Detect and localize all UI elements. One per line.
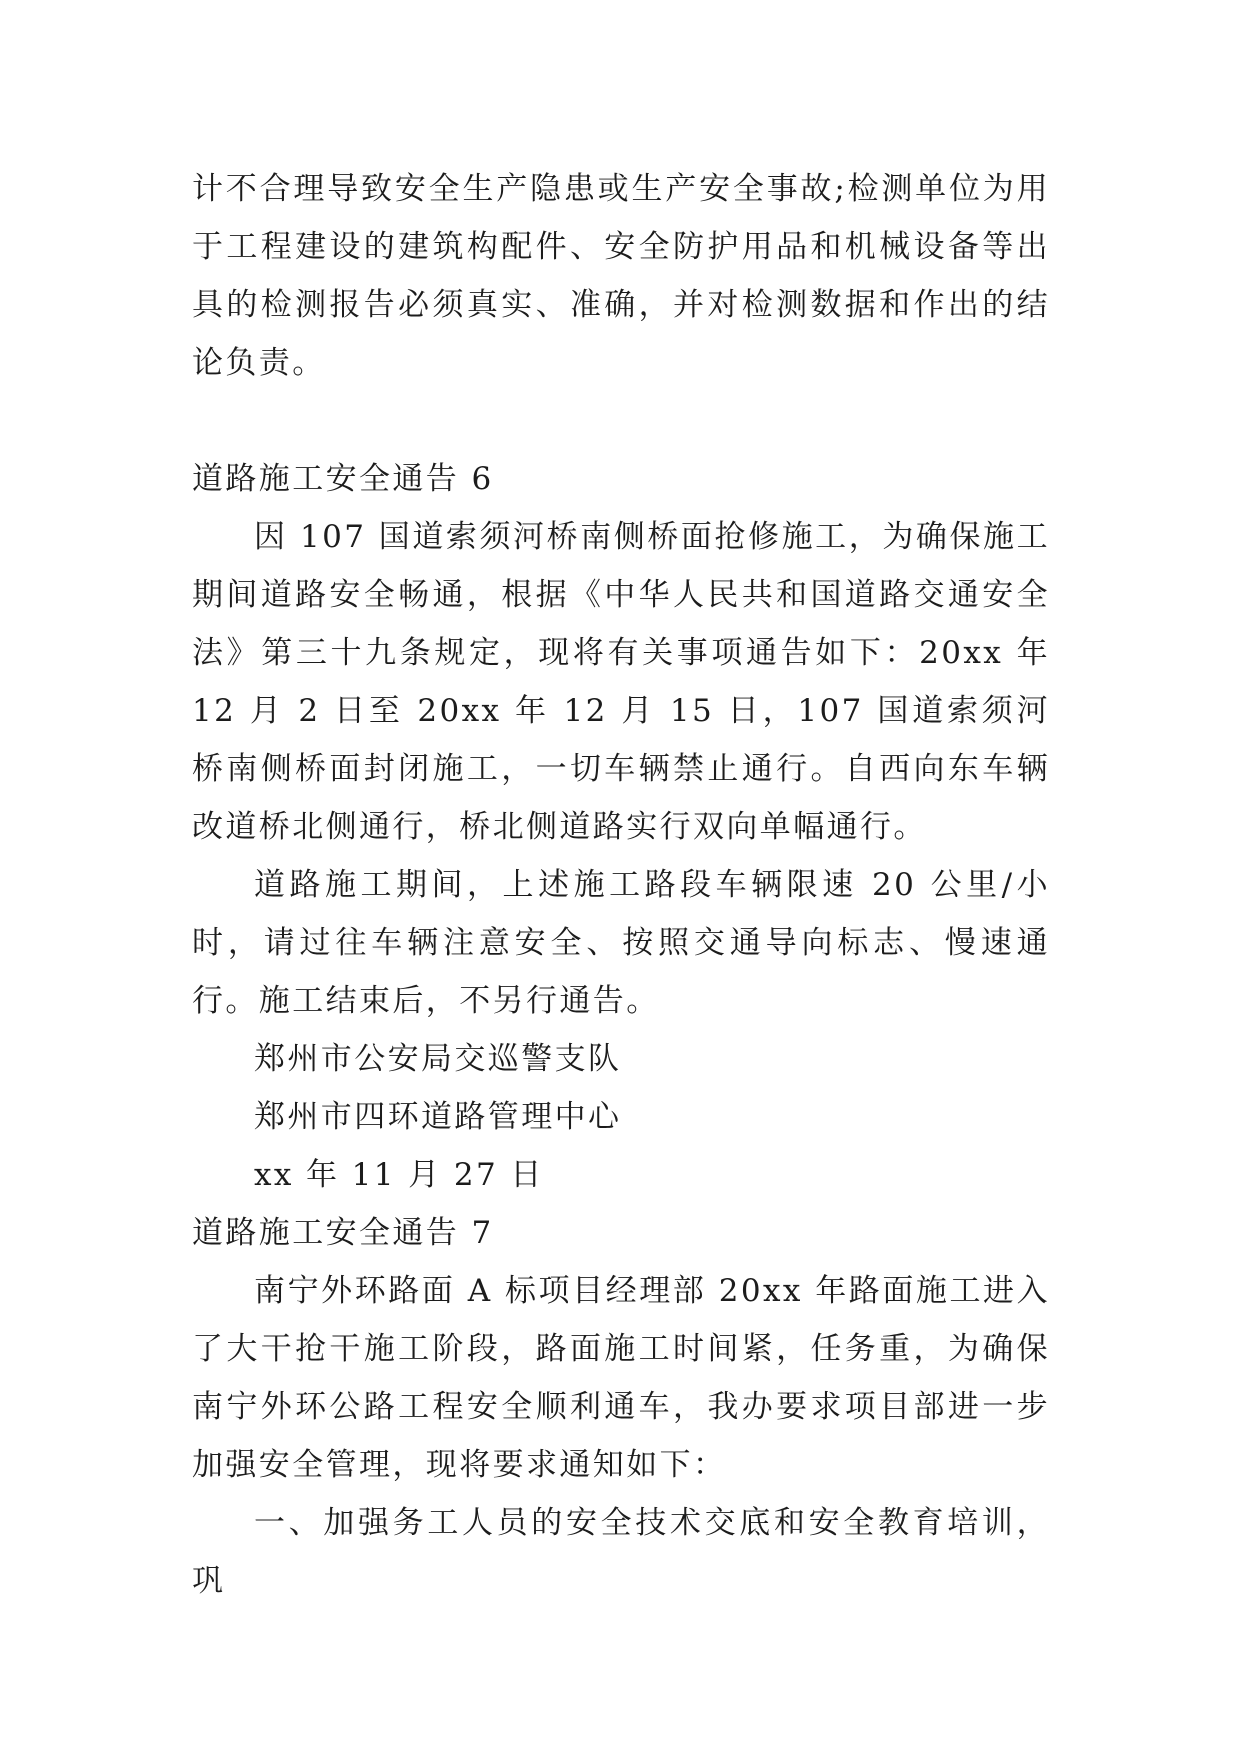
- notice-6-paragraph-2: 道路施工期间，上述施工路段车辆限速 20 公里/小时，请过往车辆注意安全、按照交通导向标志、慢速通行。施工结束后，不另行通告。: [192, 867, 1050, 1019]
- section-spacer: [192, 392, 1050, 450]
- document-body: [192, 160, 1050, 1610]
- notice-6-date: xx 年 11 月 27 日: [254, 1157, 544, 1193]
- notice-6-paragraph-1: 因 107 国道索须河桥南侧桥面抢修施工，为确保施工期间道路安全畅通，根据《中华人民共和国道路交通安全法》第三十九条规定，现将有关事项通告如下：20xx 年 12 月 2 日至 20xx 年 12 月 15 日，107 国道索须河桥南侧桥面封闭施工，一切车辆禁止通行。自西向东车辆改道桥北侧通行，桥北侧道路实行双向单幅通行。: [192, 519, 1050, 845]
- notice-6-title: 道路施工安全通告 6: [192, 461, 494, 497]
- notice-7-paragraph-1: 南宁外环路面 A 标项目经理部 20xx 年路面施工进入了大干抢干施工阶段，路面施工时间紧，任务重，为确保南宁外环公路工程安全顺利通车，我办要求项目部进一步加强安全管理，现将要求通知如下：: [192, 1273, 1050, 1483]
- notice-6-signer-2: 郑州市四环道路管理中心: [254, 1099, 622, 1135]
- notice-6-signer-1: 郑州市公安局交巡警支队: [254, 1041, 622, 1077]
- previous-section-paragraph: 计不合理导致安全生产隐患或生产安全事故;检测单位为用于工程建设的建筑构配件、安全防护用品和机械设备等出具的检测报告必须真实、准确，并对检测数据和作出的结论负责。: [192, 171, 1050, 381]
- notice-7-paragraph-2: 一、加强务工人员的安全技术交底和安全教育培训，巩: [192, 1505, 1050, 1599]
- notice-7-title: 道路施工安全通告 7: [192, 1215, 494, 1251]
